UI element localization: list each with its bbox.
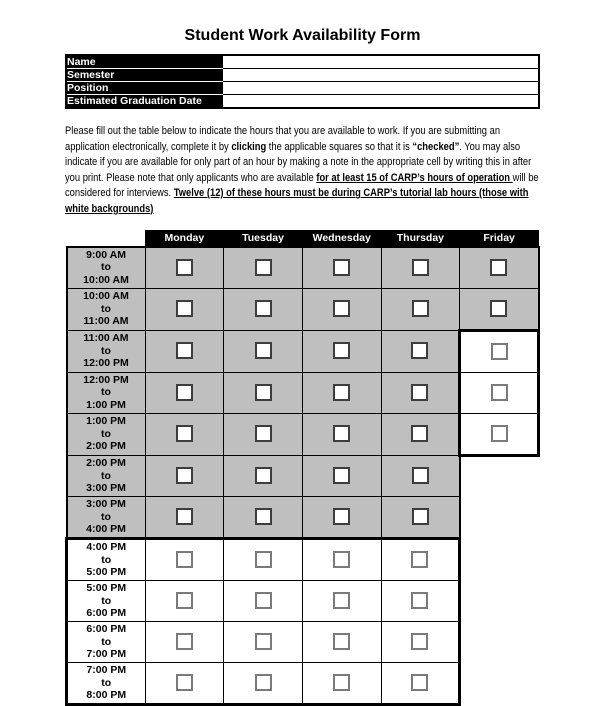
- availability-cell-tuesday: [224, 288, 303, 330]
- time-slot-label: [67, 663, 146, 705]
- schedule-row: [67, 539, 539, 581]
- time-slot-line: 1:00 PM: [86, 415, 126, 428]
- availability-cell-monday: [145, 497, 224, 539]
- time-slot-label: [67, 455, 146, 497]
- availability-cell-thursday: [381, 581, 460, 622]
- availability-cell-monday: [145, 330, 224, 372]
- availability-checkbox[interactable]: [411, 342, 428, 359]
- availability-checkbox[interactable]: [255, 259, 272, 276]
- availability-checkbox[interactable]: [491, 425, 508, 442]
- time-slot-line: 11:00 AM: [83, 332, 129, 345]
- time-slot-line: 6:00 PM: [86, 607, 127, 620]
- time-slot-line: 4:00 PM: [86, 541, 127, 554]
- availability-checkbox[interactable]: [333, 342, 350, 359]
- availability-cell-monday: [145, 372, 224, 413]
- availability-cell-thursday: [381, 497, 460, 539]
- availability-cell-tuesday: [224, 497, 303, 539]
- availability-checkbox[interactable]: [255, 551, 272, 568]
- availability-checkbox[interactable]: [176, 551, 193, 568]
- availability-cell-thursday: [381, 539, 460, 581]
- availability-checkbox[interactable]: [412, 300, 429, 317]
- info-table: [65, 54, 540, 109]
- schedule-row: [67, 330, 539, 372]
- availability-cell-wednesday: [302, 247, 381, 289]
- availability-checkbox[interactable]: [176, 425, 193, 442]
- empty-cell: [460, 581, 539, 622]
- schedule-row: [67, 622, 539, 663]
- time-slot-line: to: [101, 676, 112, 689]
- page-title: Student Work Availability Form: [184, 27, 421, 44]
- availability-cell-thursday: [381, 622, 460, 663]
- day-header-monday: Monday: [145, 230, 224, 247]
- availability-cell-friday: [460, 330, 539, 372]
- availability-cell-tuesday: [224, 372, 303, 413]
- day-header-wednesday: Wednesday: [302, 230, 381, 247]
- availability-checkbox[interactable]: [255, 592, 272, 609]
- info-row: [66, 55, 539, 69]
- instruction-segment: Please fill out the table below to indicate the hours that you are available to work. If you are submitting an application electronically, complete it by: [65, 125, 501, 153]
- availability-checkbox[interactable]: [176, 384, 193, 401]
- time-slot-line: 7:00 PM: [86, 648, 127, 661]
- instruction-segment: Twelve (12) of these hours must be during CARP’s tutorial lab hours (those with white backgrounds): [65, 187, 529, 215]
- availability-checkbox[interactable]: [176, 300, 193, 317]
- time-slot-label: [67, 622, 146, 663]
- availability-cell-wednesday: [302, 288, 381, 330]
- availability-checkbox[interactable]: [333, 384, 350, 401]
- instruction-segment: for at least 15 of CARP’s hours of operation: [316, 171, 513, 184]
- availability-cell-monday: [145, 288, 224, 330]
- time-slot-line: 5:00 PM: [86, 582, 127, 595]
- empty-cell: [460, 455, 539, 497]
- availability-checkbox[interactable]: [333, 592, 350, 609]
- availability-checkbox[interactable]: [333, 674, 350, 691]
- availability-checkbox[interactable]: [176, 467, 193, 484]
- time-slot-line: to: [101, 427, 111, 440]
- time-slot-line: to: [101, 344, 111, 357]
- time-slot-label: [67, 497, 146, 539]
- availability-cell-monday: [145, 622, 224, 663]
- instruction-segment: . You may also indicate if you are available for only part of an hour by making a note in the appropriate cell by writing this in after you print. Please note that only applicants who are available: [65, 140, 532, 184]
- availability-checkbox[interactable]: [490, 259, 507, 276]
- info-row: [66, 82, 539, 95]
- time-slot-line: 1:00 PM: [86, 398, 126, 411]
- schedule-table: [65, 230, 540, 706]
- time-slot-line: 3:00 PM: [86, 498, 126, 511]
- instruction-segment: the applicable squares so that it is: [266, 140, 413, 153]
- schedule-row: [67, 247, 539, 289]
- schedule-row: [67, 663, 539, 705]
- availability-checkbox[interactable]: [255, 300, 272, 317]
- schedule-row: [67, 455, 539, 497]
- availability-checkbox[interactable]: [255, 674, 272, 691]
- availability-cell-wednesday: [302, 663, 381, 705]
- time-slot-line: 12:00 PM: [83, 373, 129, 386]
- availability-checkbox[interactable]: [333, 508, 350, 525]
- availability-checkbox[interactable]: [176, 342, 193, 359]
- availability-checkbox[interactable]: [411, 551, 428, 568]
- schedule-row: [67, 372, 539, 413]
- empty-cell: [460, 539, 539, 581]
- empty-cell: [460, 663, 539, 705]
- info-label: Position: [66, 82, 223, 95]
- empty-cell: [460, 497, 539, 539]
- availability-checkbox[interactable]: [176, 674, 193, 691]
- info-label: Name: [66, 55, 223, 69]
- info-value-field[interactable]: [223, 95, 539, 109]
- availability-cell-thursday: [381, 247, 460, 289]
- time-slot-line: to: [101, 469, 111, 482]
- availability-cell-monday: [145, 539, 224, 581]
- info-label: Semester: [66, 69, 223, 82]
- availability-checkbox[interactable]: [491, 343, 508, 360]
- time-slot-line: 10:00 AM: [83, 273, 129, 286]
- availability-checkbox[interactable]: [176, 633, 193, 650]
- day-header-tuesday: Tuesday: [224, 230, 303, 247]
- availability-checkbox[interactable]: [333, 633, 350, 650]
- availability-checkbox[interactable]: [255, 425, 272, 442]
- availability-cell-friday: [460, 288, 539, 330]
- time-slot-line: 3:00 PM: [86, 482, 126, 495]
- availability-cell-friday: [460, 372, 539, 413]
- schedule-row: [67, 413, 539, 455]
- time-slot-line: 4:00 PM: [86, 523, 126, 536]
- availability-cell-monday: [145, 247, 224, 289]
- availability-cell-wednesday: [302, 539, 381, 581]
- time-slot-line: to: [101, 553, 112, 566]
- schedule-row: [67, 497, 539, 539]
- time-slot-label: [67, 288, 146, 330]
- availability-checkbox[interactable]: [255, 508, 272, 525]
- availability-cell-monday: [145, 581, 224, 622]
- availability-cell-thursday: [381, 455, 460, 497]
- time-slot-line: to: [101, 302, 111, 315]
- info-value-field[interactable]: [223, 82, 539, 95]
- time-slot-line: 8:00 PM: [86, 689, 127, 702]
- info-row: [66, 69, 539, 82]
- availability-cell-wednesday: [302, 455, 381, 497]
- info-row: [66, 95, 539, 109]
- availability-cell-monday: [145, 413, 224, 455]
- time-slot-line: 7:00 PM: [86, 664, 127, 677]
- availability-checkbox[interactable]: [333, 300, 350, 317]
- corner-blank-cell: [67, 230, 146, 247]
- time-slot-line: 9:00 AM: [86, 248, 126, 261]
- time-slot-label: [67, 413, 146, 455]
- time-slot-line: to: [101, 386, 111, 399]
- availability-cell-thursday: [381, 288, 460, 330]
- availability-checkbox[interactable]: [255, 342, 272, 359]
- time-slot-line: 2:00 PM: [86, 440, 126, 453]
- instruction-segment: will be considered for interviews.: [65, 171, 539, 200]
- availability-cell-wednesday: [302, 372, 381, 413]
- availability-checkbox[interactable]: [333, 425, 350, 442]
- availability-cell-friday: [460, 247, 539, 289]
- time-slot-line: 2:00 PM: [86, 457, 126, 470]
- empty-cell: [460, 622, 539, 663]
- availability-cell-wednesday: [302, 581, 381, 622]
- availability-cell-monday: [145, 663, 224, 705]
- availability-cell-tuesday: [224, 539, 303, 581]
- availability-checkbox[interactable]: [411, 384, 428, 401]
- day-header-thursday: Thursday: [381, 230, 460, 247]
- availability-cell-thursday: [381, 372, 460, 413]
- day-header-friday: Friday: [460, 230, 539, 247]
- schedule-header-row: [67, 230, 539, 247]
- availability-checkbox[interactable]: [411, 674, 428, 691]
- availability-checkbox[interactable]: [490, 300, 507, 317]
- availability-cell-friday: [460, 413, 539, 455]
- schedule-row: [67, 288, 539, 330]
- availability-checkbox[interactable]: [176, 508, 193, 525]
- availability-checkbox[interactable]: [333, 551, 350, 568]
- time-slot-line: 11:00 AM: [83, 315, 129, 328]
- instruction-segment: “checked”: [412, 140, 460, 153]
- availability-checkbox[interactable]: [412, 467, 429, 484]
- time-slot-line: 10:00 AM: [83, 290, 129, 303]
- time-slot-label: [67, 247, 146, 289]
- availability-cell-thursday: [381, 330, 460, 372]
- availability-cell-tuesday: [224, 581, 303, 622]
- availability-cell-wednesday: [302, 330, 381, 372]
- instruction-segment: clicking: [231, 140, 267, 153]
- availability-checkbox[interactable]: [255, 384, 272, 401]
- time-slot-line: to: [101, 261, 111, 274]
- instructions-paragraph: [65, 124, 540, 218]
- time-slot-line: to: [101, 594, 112, 607]
- availability-cell-thursday: [381, 663, 460, 705]
- availability-cell-wednesday: [302, 622, 381, 663]
- availability-checkbox[interactable]: [333, 467, 350, 484]
- time-slot-label: [67, 581, 146, 622]
- availability-checkbox[interactable]: [412, 508, 429, 525]
- availability-checkbox[interactable]: [412, 259, 429, 276]
- info-value-field[interactable]: [223, 55, 539, 69]
- availability-cell-tuesday: [224, 413, 303, 455]
- availability-cell-wednesday: [302, 497, 381, 539]
- time-slot-label: [67, 539, 146, 581]
- availability-checkbox[interactable]: [491, 384, 508, 401]
- time-slot-label: [67, 372, 146, 413]
- availability-cell-tuesday: [224, 622, 303, 663]
- time-slot-line: to: [101, 635, 112, 648]
- availability-checkbox[interactable]: [255, 633, 272, 650]
- availability-cell-monday: [145, 455, 224, 497]
- availability-cell-tuesday: [224, 330, 303, 372]
- availability-checkbox[interactable]: [255, 467, 272, 484]
- availability-checkbox[interactable]: [333, 259, 350, 276]
- availability-checkbox[interactable]: [411, 592, 428, 609]
- time-slot-line: 12:00 PM: [83, 357, 129, 370]
- time-slot-line: 6:00 PM: [86, 623, 127, 636]
- info-label: Estimated Graduation Date: [66, 95, 223, 109]
- availability-cell-tuesday: [224, 663, 303, 705]
- schedule-row: [67, 581, 539, 622]
- info-value-field[interactable]: [223, 69, 539, 82]
- time-slot-line: to: [101, 510, 111, 523]
- availability-checkbox[interactable]: [176, 592, 193, 609]
- time-slot-line: 5:00 PM: [86, 566, 127, 579]
- time-slot-label: [67, 330, 146, 372]
- availability-cell-wednesday: [302, 413, 381, 455]
- availability-checkbox[interactable]: [411, 425, 428, 442]
- availability-cell-tuesday: [224, 455, 303, 497]
- availability-cell-tuesday: [224, 247, 303, 289]
- availability-cell-thursday: [381, 413, 460, 455]
- availability-checkbox[interactable]: [411, 633, 428, 650]
- availability-checkbox[interactable]: [176, 259, 193, 276]
